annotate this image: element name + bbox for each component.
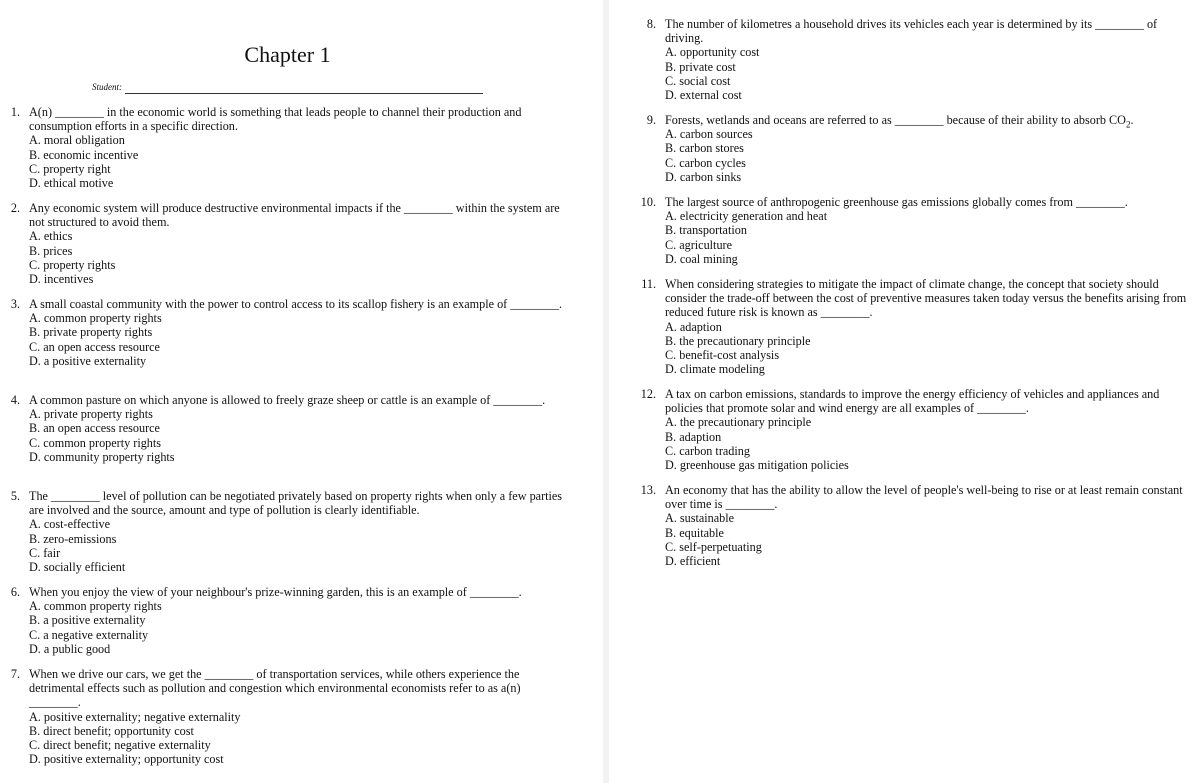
question-number: 12.: [640, 387, 656, 401]
question-text: A tax on carbon emissions, standards to improve the energy efficiency of vehicles and appliances and policies that promote solar and wind energy are all examples of ________.: [665, 387, 1160, 416]
question-text: When considering strategies to mitigate the impact of climate change, the concept that society should consider the trade-off between the cost of preventive measures taken today versus the benefits arising from reduced future risk is known as ________.: [665, 277, 1187, 320]
answer-option: C. common property rights: [29, 435, 162, 450]
question-1: [6, 105, 566, 190]
question-text: When we drive our cars, we get the ________ of transportation services, while others experience the detrimental effects such as pollution and congestion which environmental economists refer to as a(n) ________.: [29, 667, 521, 710]
question-13: [609, 483, 1187, 568]
answer-option: B. private cost: [665, 59, 736, 74]
chapter-title: Chapter 1: [244, 42, 331, 67]
answer-option: C. a negative externality: [29, 627, 149, 642]
answer-option: D. external cost: [665, 88, 742, 103]
answer-option: D. positive externality; opportunity cost: [29, 752, 224, 767]
question-text: A(n) ________ in the economic world is something that leads people to channel their production and consumption efforts in a specific direction.: [29, 105, 522, 134]
student-label: Student:: [92, 82, 122, 92]
question-text: Any economic system will produce destructive environmental impacts if the ________ within the system are not structured to avoid them.: [29, 201, 560, 230]
question-text: A small coastal community with the power to control access to its scallop fishery is an example of ________.: [29, 297, 563, 311]
answer-option: A. adaption: [665, 319, 722, 334]
answer-option: B. economic incentive: [29, 147, 139, 162]
answer-option: A. common property rights: [29, 311, 162, 326]
answer-option: A. private property rights: [29, 407, 153, 422]
question-2: [6, 201, 566, 286]
answer-option: A. moral obligation: [29, 133, 125, 148]
question-7: [6, 667, 566, 766]
question-number: 1.: [10, 105, 20, 119]
question-text: The largest source of anthropogenic greenhouse gas emissions globally comes from ________.: [665, 195, 1128, 209]
answer-option: A. electricity generation and heat: [665, 209, 828, 224]
answer-option: D. ethical motive: [29, 176, 114, 191]
answer-option: A. common property rights: [29, 599, 162, 614]
question-3: [6, 297, 566, 368]
question-number: 6.: [10, 585, 20, 599]
answer-option: D. climate modeling: [665, 362, 765, 377]
question-text: When you enjoy the view of your neighbour's prize-winning garden, this is an example of ________.: [29, 585, 522, 599]
answer-option: B. direct benefit; opportunity cost: [29, 723, 194, 738]
question-text: A common pasture on which anyone is allowed to freely graze sheep or cattle is an example of ________.: [29, 393, 546, 407]
answer-option: A. sustainable: [665, 511, 735, 526]
question-number: 5.: [10, 489, 20, 503]
question-10: [609, 195, 1187, 266]
answer-option: C. self-perpetuating: [665, 539, 762, 554]
answer-option: C. fair: [29, 545, 61, 560]
question-4: [6, 393, 566, 464]
answer-option: C. direct benefit; negative externality: [29, 738, 211, 753]
answer-option: D. community property rights: [29, 449, 175, 464]
answer-option: C. property rights: [29, 257, 116, 272]
question-number: 10.: [640, 195, 656, 209]
answer-option: A. ethics: [29, 229, 73, 244]
answer-option: A. cost-effective: [29, 517, 110, 532]
question-number: 9.: [646, 113, 656, 127]
answer-option: B. adaption: [665, 429, 722, 444]
answer-option: C. carbon trading: [665, 443, 750, 458]
answer-option: D. a public good: [29, 641, 111, 656]
answer-option: C. property right: [29, 161, 111, 176]
answer-option: C. carbon cycles: [665, 155, 746, 170]
answer-option: B. private property rights: [29, 325, 153, 340]
question-number: 11.: [641, 277, 656, 291]
question-number: 7.: [10, 667, 20, 681]
question-11: [609, 277, 1187, 376]
answer-option: A. opportunity cost: [665, 45, 760, 60]
answer-option: B. carbon stores: [665, 141, 744, 156]
answer-option: C. benefit-cost analysis: [665, 348, 780, 363]
answer-option: D. a positive externality: [29, 353, 147, 368]
answer-option: C. an open access resource: [29, 339, 160, 354]
answer-option: B. the precautionary principle: [665, 333, 811, 348]
question-9: [609, 113, 1187, 184]
answer-option: A. the precautionary principle: [665, 415, 812, 430]
answer-option: D. incentives: [29, 272, 94, 287]
answer-option: D. efficient: [665, 554, 721, 569]
question-text: The ________ level of pollution can be negotiated privately based on property rights when only a few parties are involved and the source, amount and type of pollution is clearly identifiable.: [29, 489, 563, 518]
answer-option: C. social cost: [665, 73, 731, 88]
answer-option: D. socially efficient: [29, 560, 126, 575]
answer-option: B. prices: [29, 243, 73, 258]
answer-option: B. equitable: [665, 525, 724, 540]
question-number: 2.: [10, 201, 20, 215]
student-name-line: [125, 83, 483, 94]
answer-option: D. coal mining: [665, 251, 738, 266]
question-text: Forests, wetlands and oceans are referred to as ________ because of their ability to absorb $CO_2$.: [665, 113, 1134, 130]
question-12: [609, 387, 1187, 472]
question-text: The number of kilometres a household drives its vehicles each year is determined by its ________ of driving.: [665, 17, 1158, 46]
question-number: 8.: [646, 17, 656, 31]
student-field: [92, 80, 483, 94]
question-8: [609, 17, 1187, 102]
answer-option: B. transportation: [665, 223, 747, 238]
answer-option: B. a positive externality: [29, 613, 146, 628]
question-5: [6, 489, 566, 574]
answer-option: B. an open access resource: [29, 421, 160, 436]
question-number: 13.: [640, 483, 656, 497]
answer-option: D. carbon sinks: [665, 169, 742, 184]
answer-option: D. greenhouse gas mitigation policies: [665, 458, 849, 473]
question-number: 3.: [10, 297, 20, 311]
question-text: An economy that has the ability to allow the level of people's well-being to rise or at least remain constant over time is ________.: [665, 483, 1183, 512]
answer-option: C. agriculture: [665, 237, 733, 252]
right-page: [609, 0, 1202, 783]
answer-option: A. carbon sources: [665, 127, 753, 142]
answer-option: A. positive externality; negative externality: [29, 709, 241, 724]
question-number: 4.: [10, 393, 20, 407]
answer-option: B. zero-emissions: [29, 531, 117, 546]
question-6: [6, 585, 566, 656]
